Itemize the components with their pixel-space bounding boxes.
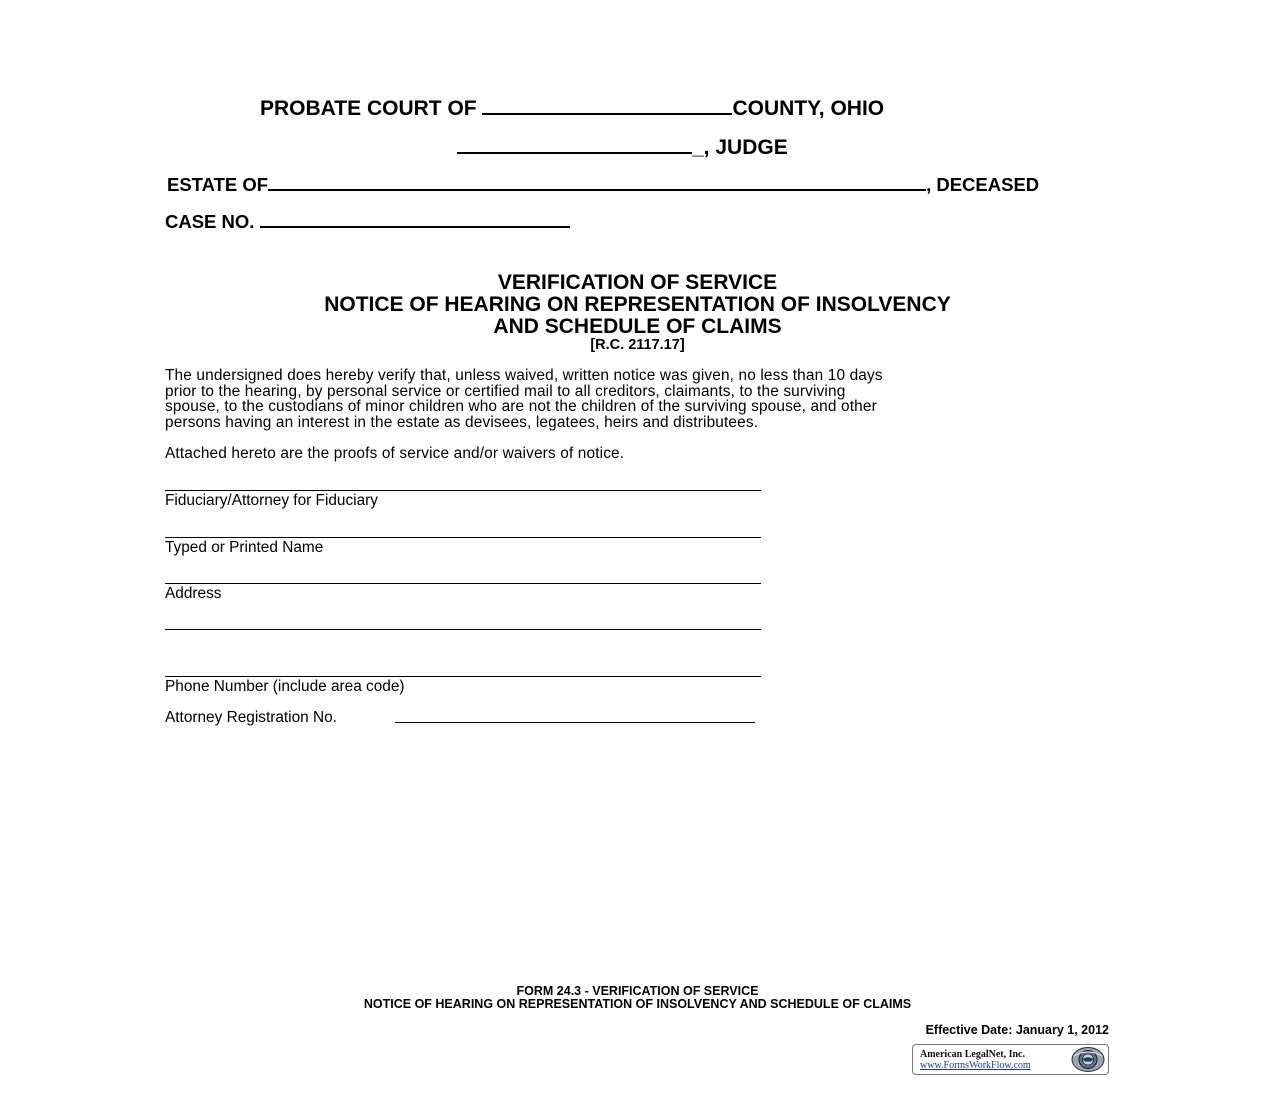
attorney-registration-label: Attorney Registration No. <box>165 709 337 726</box>
paragraph-line: persons having an interest in the estate as devisees, legatees, heirs and distributees. <box>165 413 759 431</box>
court-line <box>260 95 884 121</box>
county-field[interactable] <box>482 95 732 115</box>
globe-icon <box>1070 1046 1106 1073</box>
typed-name-line[interactable] <box>165 537 761 538</box>
form-title-line1: VERIFICATION OF SERVICE <box>497 271 778 294</box>
judge-field[interactable] <box>457 134 692 154</box>
case-line <box>165 210 570 233</box>
form-title-line2: NOTICE OF HEARING ON REPRESENTATION OF INSOLVENCY <box>324 293 951 316</box>
logo-url-link[interactable]: www.FormsWorkFlow.com <box>920 1060 1031 1071</box>
attached-statement: Attached hereto are the proofs of service and/or waivers of notice. <box>165 445 625 462</box>
effective-date: Effective Date: January 1, 2012 <box>925 1023 1109 1037</box>
address-line-1[interactable] <box>165 583 761 584</box>
address-line-2[interactable] <box>165 629 761 630</box>
paragraph-line: prior to the hearing, by personal service or certified mail to all creditors, claimants, to the surviving <box>165 382 846 400</box>
case-label: CASE NO. <box>165 211 255 232</box>
footer-form-line2: NOTICE OF HEARING ON REPRESENTATION OF INSOLVENCY AND SCHEDULE OF CLAIMS <box>363 997 912 1011</box>
attorney-registration-line[interactable] <box>395 722 755 723</box>
phone-line[interactable] <box>165 676 761 677</box>
estate-field[interactable] <box>268 173 926 191</box>
case-number-field[interactable] <box>260 210 570 228</box>
judge-line <box>457 134 788 160</box>
fiduciary-signature-line[interactable] <box>165 490 761 491</box>
estate-line <box>167 173 1039 196</box>
footer-form-line1: FORM 24.3 - VERIFICATION OF SERVICE <box>516 984 759 998</box>
paragraph-line: spouse, to the custodians of minor children who are not the children of the surviving spouse, and other <box>165 398 877 415</box>
logo-company-name: American LegalNet, Inc. <box>920 1049 1025 1060</box>
court-prefix: PROBATE COURT OF <box>260 97 477 120</box>
court-suffix: COUNTY, OHIO <box>732 97 885 120</box>
estate-prefix: ESTATE OF <box>167 174 269 195</box>
judge-suffix: _, JUDGE <box>692 136 788 159</box>
fiduciary-label: Fiduciary/Attorney for Fiduciary <box>165 492 378 509</box>
statute-reference: [R.C. 2117.17] <box>590 337 685 353</box>
address-label: Address <box>165 585 222 602</box>
estate-suffix: , DECEASED <box>926 174 1040 195</box>
paragraph-line: The undersigned does hereby verify that, unless waived, written notice was given, no less than 10 days <box>165 367 883 384</box>
phone-label: Phone Number (include area code) <box>165 678 405 695</box>
verification-paragraph <box>165 368 1110 430</box>
form-title-line3: AND SCHEDULE OF CLAIMS <box>493 315 782 338</box>
american-legalnet-logo[interactable] <box>912 1044 1109 1075</box>
typed-name-label: Typed or Printed Name <box>165 539 324 556</box>
